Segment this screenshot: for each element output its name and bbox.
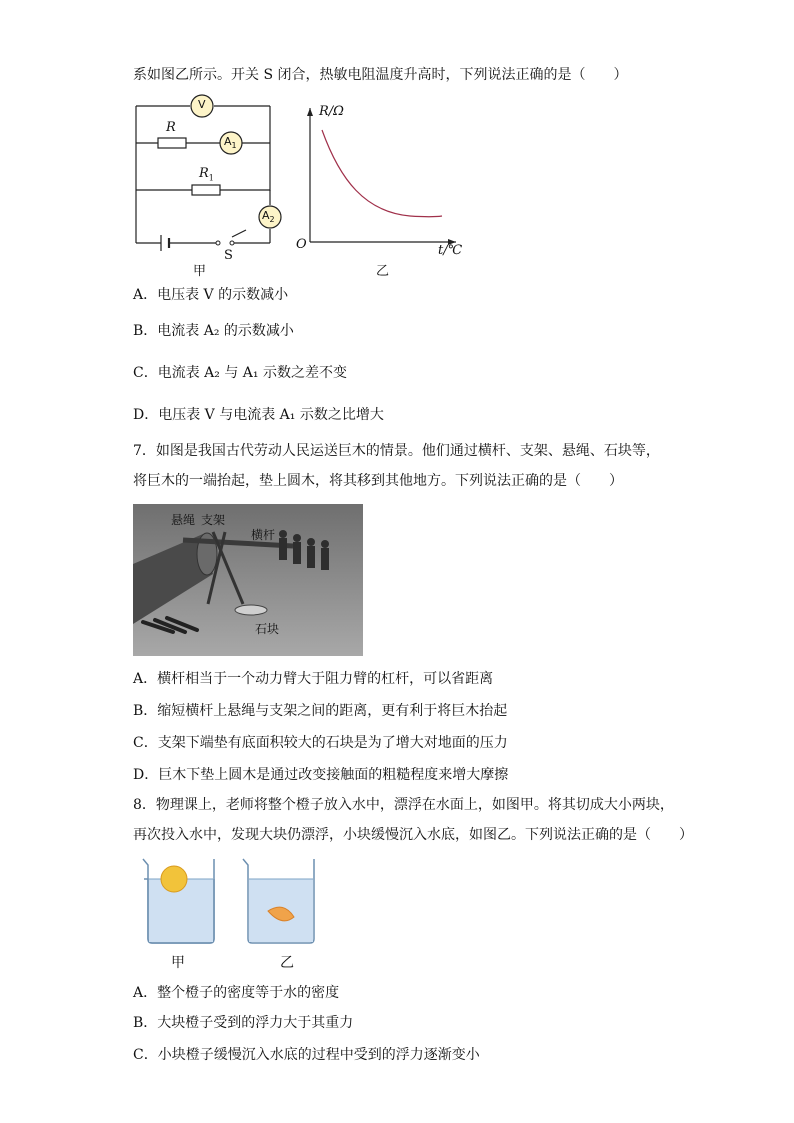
- q6-option-a[interactable]: A．电压表 V 的示数减小: [133, 287, 289, 303]
- q7-stem-line2: 将巨木的一端抬起，垫上圆木，将其移到其他地方。下列说法正确的是（ ）: [133, 473, 623, 489]
- q6-option-b[interactable]: B．电流表 A₂ 的示数减小: [133, 323, 294, 339]
- q6-option-d[interactable]: D．电压表 V 与电流表 A₁ 示数之比增大: [133, 407, 384, 423]
- beaker-left-caption: 甲: [171, 955, 185, 971]
- resistance-curve: [322, 130, 442, 217]
- circuit-diagram: [128, 92, 288, 277]
- graph-x-axis-label: t/℃: [438, 243, 463, 258]
- photo-label-stand: 支架: [201, 513, 226, 527]
- ammeter-a2-label: $A_2$: [262, 209, 275, 225]
- resistor-r1-label: $R_1$: [199, 166, 214, 183]
- graph-y-axis-label: R/Ω: [319, 104, 344, 119]
- photo-label-stone: 石块: [255, 622, 280, 636]
- graph-caption: 乙: [376, 264, 390, 279]
- q8-option-c[interactable]: C．小块橙子缓慢沉入水底的过程中受到的浮力逐渐变小: [133, 1047, 480, 1063]
- q8-stem-line2: 再次投入水中，发现大块仍漂浮，小块缓慢沉入水底，如图乙。下列说法正确的是（ ）: [133, 827, 693, 843]
- q7-option-d[interactable]: D．巨木下垫上圆木是通过改变接触面的粗糙程度来增大摩擦: [133, 767, 509, 783]
- q6-option-c[interactable]: C．电流表 A₂ 与 A₁ 示数之差不变: [133, 365, 347, 381]
- beaker-right-caption: 乙: [280, 955, 294, 971]
- photo-label-rope: 悬绳: [171, 513, 196, 527]
- graph-origin-label: O: [296, 237, 307, 252]
- beakers-diagram: [138, 855, 338, 947]
- q8-option-a[interactable]: A．整个橙子的密度等于水的密度: [133, 985, 340, 1001]
- photo-label-lever: 横杆: [251, 528, 276, 542]
- q6-stem: 系如图乙所示。开关 S 闭合，热敏电阻温度升高时，下列说法正确的是（ ）: [133, 67, 628, 83]
- q8-stem-line1: 8．物理课上，老师将整个橙子放入水中，漂浮在水面上，如图甲。将其切成大小两块，: [133, 797, 674, 813]
- q7-option-b[interactable]: B．缩短横杆上悬绳与支架之间的距离，更有利于将巨木抬起: [133, 703, 508, 719]
- q7-option-c[interactable]: C．支架下端垫有底面积较大的石块是为了增大对地面的压力: [133, 735, 508, 751]
- circuit-caption: 甲: [193, 264, 207, 279]
- q7-option-a[interactable]: A．横杆相当于一个动力臂大于阻力臂的杠杆，可以省距离: [133, 671, 494, 687]
- q7-stem-line1: 7．如图是我国古代劳动人民运送巨木的情景。他们通过横杆、支架、悬绳、石块等，: [133, 443, 660, 459]
- q8-option-b[interactable]: B．大块橙子受到的浮力大于其重力: [133, 1015, 354, 1031]
- ammeter-a1-label: $A_1$: [224, 135, 237, 151]
- log-transport-photo: [133, 504, 363, 656]
- switch-s-label: S: [224, 248, 233, 263]
- whole-orange: [161, 866, 187, 892]
- voltmeter-v-label: V: [198, 98, 206, 111]
- resistance-temperature-graph: [300, 100, 460, 250]
- resistor-r-label: R: [166, 120, 176, 135]
